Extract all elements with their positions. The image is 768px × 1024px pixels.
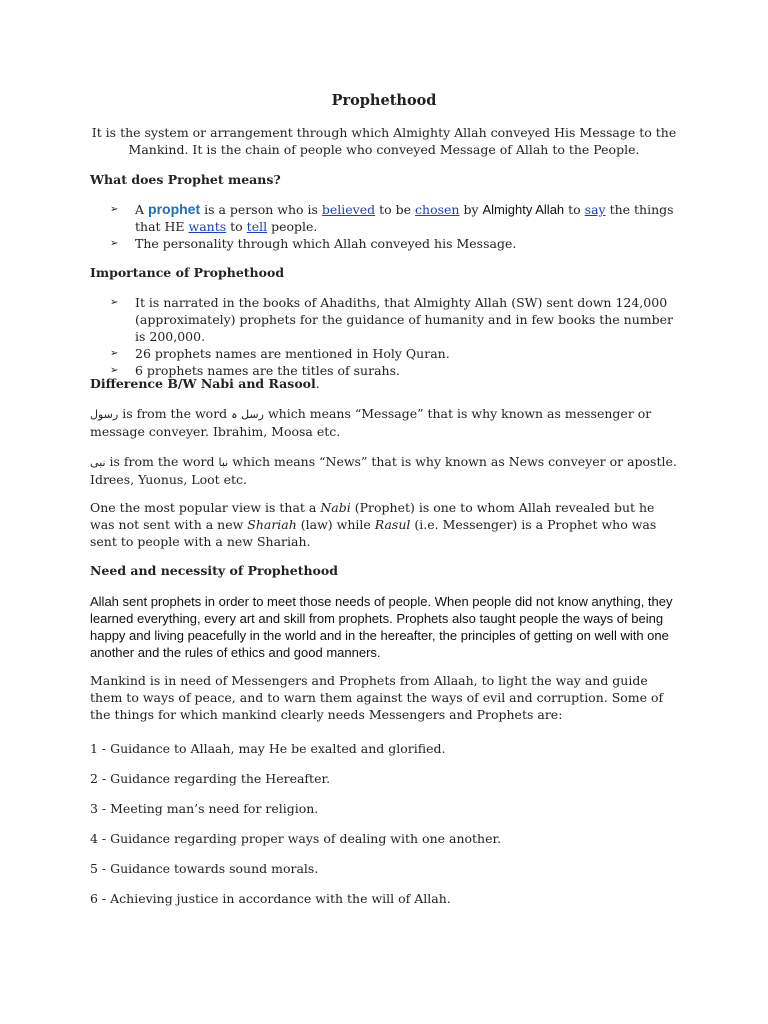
list-item [110,201,680,235]
text-fragment: One the most popular view is that a [90,500,321,515]
needs-list-item: 6 - Achieving justice in accordance with the will of Allah. [90,891,451,906]
text-fragment: which means “News” that is why known as News conveyer or apostle. Idrees, Yuonus, Loot etc. [90,454,677,487]
arrow-bullet-icon: ➢ [110,348,119,359]
nabi-paragraph [90,453,680,488]
arabic-word: رسل ہ [231,408,264,421]
section-heading-prophet-means: What does Prophet means? [90,172,281,187]
text-fragment: people. [267,219,318,234]
tell-link[interactable]: tell [246,219,268,234]
arabic-word: نبا [218,456,229,469]
needs-list-item: 4 - Guidance regarding proper ways of dealing with one another. [90,831,502,846]
text-fragment: to [564,202,585,217]
rasul-term: Rasul [374,517,411,532]
list-item-text: 6 prophets names are the titles of surahs. [135,363,400,378]
text-fragment: the things that HE [135,202,674,234]
importance-list [110,294,680,379]
text-fragment: which means “Message” that is why known as messenger or message conveyer. Ibrahim, Moosa etc. [90,406,652,439]
list-item [110,294,680,345]
say-link[interactable]: say [584,202,606,217]
need-paragraph-2: Mankind is in need of Messengers and Prophets from Allaah, to light the way and guide them to ways of peace, and to warn them against the ways of evil and corruption. Some of the things for which mankind clearly needs Messengers and Prophets are: [90,673,664,722]
arrow-bullet-icon: ➢ [110,204,119,215]
text-fragment: to be [375,202,416,217]
section-heading-importance: Importance of Prophethood [90,265,285,280]
text-fragment: A [135,202,149,217]
text-fragment: by [459,202,483,217]
needs-list-item: 2 - Guidance regarding the Hereafter. [90,771,331,786]
arabic-word: نبی [90,456,106,469]
section-heading-nabi-rasool [90,375,320,392]
needs-list-item: 1 - Guidance to Allaah, may He be exalted and glorified. [90,741,446,756]
nabi-term: Nabi [320,500,351,515]
intro-paragraph: It is the system or arrangement through which Almighty Allah conveyed His Message to the Mankind. It is the chain of people who conveyed Message of Allah to the People. [91,125,677,157]
prophet-definition-list [110,201,680,252]
shariah-term: Shariah [247,517,297,532]
wants-link[interactable]: wants [188,219,227,234]
list-item-text: It is narrated in the books of Ahadiths, that Almighty Allah (SW) sent down 124,000 (approximately) prophets for the guidance of humanity and in few books the number is 200,000. [135,295,673,344]
text-fragment: (law) while [296,517,375,532]
list-item [110,235,680,252]
text-fragment: (i.e. Messenger) is a Prophet who was sent to people with a new Shariah. [90,517,657,549]
section-heading-need: Need and necessity of Prophethood [90,563,338,578]
arrow-bullet-icon: ➢ [110,365,119,376]
text-fragment: to [226,219,247,234]
page-title: Prophethood [331,92,437,109]
list-item-text: 26 prophets names are mentioned in Holy Quran. [135,346,450,361]
text-fragment: is from the word [118,406,232,421]
prophet-keyword: prophet [148,201,201,217]
heading-dot: . [315,376,320,391]
text-fragment: is a person who is [200,202,322,217]
need-paragraph-1: Allah sent prophets in order to meet those needs of people. When people did not know anything, they learned everything, every art and skill from prophets. Prophets also taught people the ways of being happy and living peacefully in the world and in the hereafter, the principles of getting on well with one another and the rules of ethics and good manners. [90,594,673,660]
rasool-paragraph [90,405,680,440]
heading-text: Difference B/W Nabi and Rasool [90,376,316,391]
almighty-allah-text: Almighty Allah [482,202,565,217]
arabic-word: رسول [90,408,119,421]
text-fragment: is from the word [105,454,219,469]
needs-list-item: 5 - Guidance towards sound morals. [90,861,319,876]
arrow-bullet-icon: ➢ [110,297,119,308]
list-item [110,345,680,362]
needs-list-item: 3 - Meeting man’s need for religion. [90,801,319,816]
chosen-link[interactable]: chosen [415,202,460,217]
arrow-bullet-icon: ➢ [110,238,119,249]
popular-view-paragraph [90,499,680,550]
believed-link[interactable]: believed [321,202,376,217]
list-item-text: The personality through which Allah conveyed his Message. [135,236,517,251]
text-fragment: (Prophet) is one to whom Allah revealed but he was not sent with a new [90,500,655,532]
